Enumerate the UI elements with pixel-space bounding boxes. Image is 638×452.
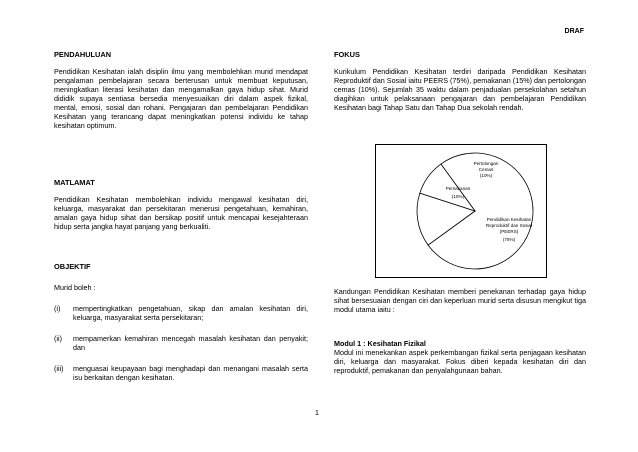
- kandungan-section: [334, 287, 586, 314]
- pie-label-value: (15%): [451, 194, 465, 199]
- fokus-section: [334, 50, 586, 112]
- matlamat-section: [54, 178, 308, 231]
- objektif-item-number: (iii): [54, 364, 64, 373]
- modul1-heading: Modul 1 : Kesihatan Fizikal: [334, 339, 426, 348]
- pie-label-pertolongan: [466, 161, 506, 179]
- pie-label-value: (75%): [502, 237, 516, 242]
- pendahuluan-heading: PENDAHULUAN: [54, 50, 112, 59]
- pie-label-name: Pertolongan Cemas: [473, 161, 499, 172]
- pie-label-peers: [484, 217, 534, 243]
- fokus-body: Kurikulum Pendidikan Kesihatan terdiri daripada Pendidikan Kesihatan Reproduktif dan Sosial iaitu PEERS (75%), pemakanan (15%) dan pertolongan cemas (10%). Sejumlah 35 waktu dalam penjadualan persekolahan setahun diagihkan untuk pelaksanaan pengajaran dan pembelajaran Pendidikan Kesihatan bagi Tahap Satu dan Tahap Dua sekolah rendah.: [334, 67, 586, 112]
- objektif-item-number: (ii): [54, 334, 62, 343]
- page-number: 1: [315, 410, 319, 417]
- objektif-section: [54, 262, 308, 292]
- objektif-item-text: mempertingkatkan pengetahuan, sikap dan amalan kesihatan diri, keluarga, masyarakat serta persekitaran;: [73, 304, 308, 322]
- modul1-section: [334, 339, 586, 375]
- pie-label-name: Pemakanan: [445, 186, 471, 191]
- modul1-body: Modul ini menekankan aspek perkembangan fizikal serta penjagaan kesihatan diri, keluarga dan masyarakat. Fokus diberi kepada kesihatan diri dan reproduktif, pemakanan dan penyalahgunaan bahan.: [334, 348, 586, 375]
- pendahuluan-body: Pendidikan Kesihatan ialah disiplin ilmu yang membolehkan murid mendapat pengalaman pembelajaran secara berterusan untuk membuat keputusan, meningkatkan literasi kesihatan dan mengamalkan gaya hidup sihat. Murid dididik supaya sentiasa bersedia menyesuaikan diri dalam aspek fizikal, mental, emosi, sosial dan rohani. Pengajaran dan pembelajaran Pendidikan Kesihatan yang terancang dapat meningkatkan potensi individu ke tahap kesihatan optimum.: [54, 67, 308, 130]
- matlamat-body: Pendidikan Kesihatan membolehkan individu mengawal kesihatan diri, keluarga, masyarakat dan persekitaran menerusi pengetahuan, kemahiran, amalan gaya hidup sihat dan bersikap positif untuk mencapai kesejahteraan hidup serta jangka hayat panjang yang berkualiti.: [54, 195, 308, 231]
- draft-label: DRAF: [564, 28, 584, 35]
- fokus-heading: FOKUS: [334, 50, 360, 59]
- pie-label-pemakanan: [442, 186, 474, 200]
- matlamat-heading: MATLAMAT: [54, 178, 95, 187]
- pie-chart-svg: [376, 145, 546, 277]
- kandungan-body: Kandungan Pendidikan Kesihatan memberi penekanan terhadap gaya hidup sihat bersesuaian dengan ciri dan keperluan murid serta disusun mengikut tiga modul utama iaitu :: [334, 287, 586, 314]
- pendahuluan-section: [54, 50, 308, 130]
- objektif-intro: Murid boleh :: [54, 283, 96, 292]
- pie-chart: [375, 144, 547, 278]
- pie-label-name: Pendidikan Kesihatan Reproduktif dan Sosial (PEERS): [485, 217, 533, 234]
- pie-label-value: (10%): [479, 173, 493, 178]
- objektif-item-number: (i): [54, 304, 61, 313]
- objektif-heading: OBJEKTIF: [54, 262, 91, 271]
- objektif-item-text: mempamerkan kemahiran mencegah masalah kesihatan dan penyakit; dan: [73, 334, 308, 352]
- objektif-item-text: menguasai keupayaan bagi menghadapi dan menangani masalah serta isu berkaitan dengan kesihatan.: [73, 364, 308, 382]
